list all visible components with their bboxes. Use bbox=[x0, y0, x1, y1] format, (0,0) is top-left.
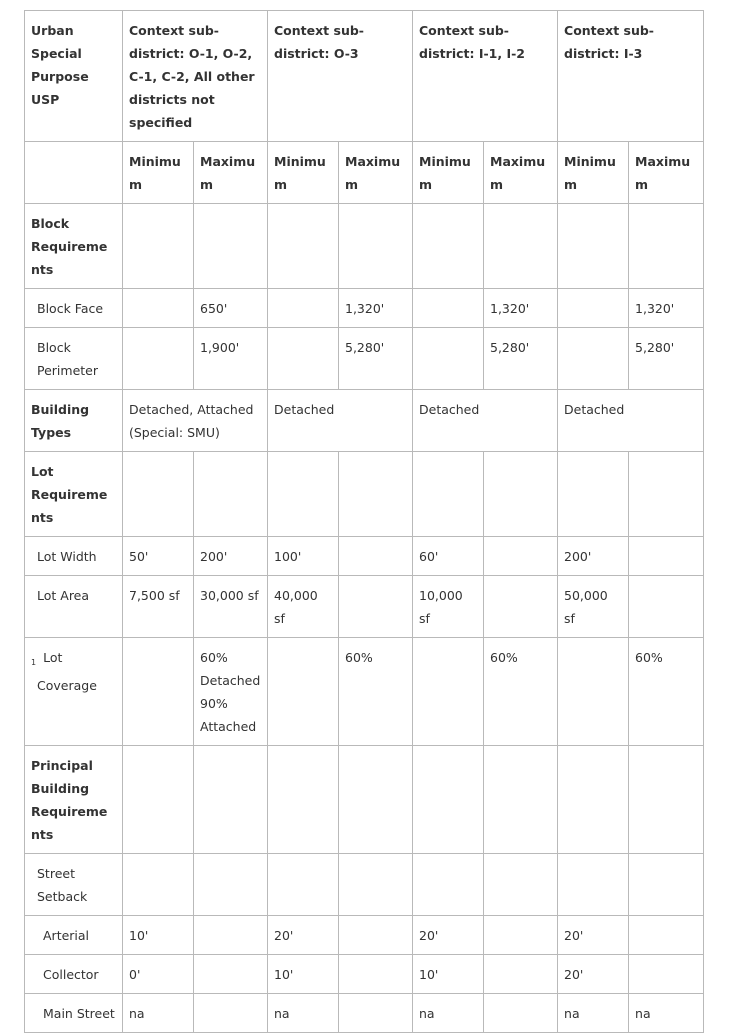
context-header-o3: Context sub-district: O-3 bbox=[268, 11, 413, 142]
context-header-i1-i2: Context sub-district: I-1, I-2 bbox=[413, 11, 558, 142]
table-cell: 50,000 sf bbox=[558, 576, 629, 638]
table-cell bbox=[484, 204, 558, 289]
table-cell bbox=[194, 452, 268, 537]
table-row bbox=[25, 916, 704, 955]
table-cell bbox=[413, 204, 484, 289]
table-row bbox=[25, 537, 704, 576]
table-cell bbox=[123, 854, 194, 916]
context-header-o1-o2-c1-c2: Context sub-district: O-1, O-2, C-1, C-2, All other districts not specified bbox=[123, 11, 268, 142]
table-cell bbox=[194, 854, 268, 916]
table-row bbox=[25, 638, 704, 746]
section-heading: Building Types bbox=[25, 390, 123, 452]
table-cell bbox=[484, 916, 558, 955]
table-cell bbox=[123, 204, 194, 289]
table-cell bbox=[268, 204, 339, 289]
table-cell bbox=[413, 452, 484, 537]
table-cell: 20' bbox=[268, 916, 339, 955]
table-cell: 60% bbox=[339, 638, 413, 746]
table-cell bbox=[339, 955, 413, 994]
table-row bbox=[25, 328, 704, 390]
row-label: Block Perimeter bbox=[25, 328, 123, 390]
row-label: Main Street bbox=[25, 994, 123, 1033]
table-cell bbox=[268, 854, 339, 916]
table-cell bbox=[484, 452, 558, 537]
table-cell bbox=[123, 452, 194, 537]
table-cell bbox=[558, 452, 629, 537]
table-row bbox=[25, 576, 704, 638]
table-cell: Detached bbox=[558, 390, 704, 452]
table-cell: 0' bbox=[123, 955, 194, 994]
table-cell: 1,320' bbox=[339, 289, 413, 328]
table-cell bbox=[484, 746, 558, 854]
table-cell bbox=[484, 955, 558, 994]
table-cell bbox=[123, 638, 194, 746]
table-cell bbox=[194, 955, 268, 994]
table-cell: na bbox=[629, 994, 704, 1033]
table-cell bbox=[339, 916, 413, 955]
table-cell: na bbox=[413, 994, 484, 1033]
table-cell: na bbox=[268, 994, 339, 1033]
maximum-header: Maximum bbox=[194, 142, 268, 204]
row-label: Lot Width bbox=[25, 537, 123, 576]
table-cell: 5,280' bbox=[484, 328, 558, 390]
table-cell: Detached bbox=[268, 390, 413, 452]
table-cell: na bbox=[123, 994, 194, 1033]
table-cell bbox=[268, 452, 339, 537]
table-row bbox=[25, 390, 704, 452]
table-cell: 1,320' bbox=[629, 289, 704, 328]
maximum-header: Maximum bbox=[484, 142, 558, 204]
table-cell bbox=[484, 854, 558, 916]
table-cell bbox=[268, 746, 339, 854]
table-cell bbox=[413, 328, 484, 390]
table-cell bbox=[123, 746, 194, 854]
context-header-i3: Context sub-district: I-3 bbox=[558, 11, 704, 142]
table-cell bbox=[629, 916, 704, 955]
table-cell: 40,000 sf bbox=[268, 576, 339, 638]
table-cell bbox=[629, 955, 704, 994]
table-cell bbox=[194, 994, 268, 1033]
row-label: Arterial bbox=[25, 916, 123, 955]
table-cell bbox=[558, 289, 629, 328]
table-row bbox=[25, 994, 704, 1033]
table-cell bbox=[339, 854, 413, 916]
district-header: Urban Special Purpose USP bbox=[25, 11, 123, 142]
row-label: Lot Area bbox=[25, 576, 123, 638]
table-cell: Detached bbox=[413, 390, 558, 452]
table-cell bbox=[194, 916, 268, 955]
section-heading: Block Requirements bbox=[25, 204, 123, 289]
table-cell: 10' bbox=[413, 955, 484, 994]
table-cell: 20' bbox=[558, 916, 629, 955]
table-cell: 200' bbox=[558, 537, 629, 576]
minimum-header: Minimum bbox=[413, 142, 484, 204]
table-cell bbox=[339, 576, 413, 638]
table-cell bbox=[25, 142, 123, 204]
table-cell: 60' bbox=[413, 537, 484, 576]
table-cell: 60% bbox=[484, 638, 558, 746]
table-cell bbox=[339, 452, 413, 537]
table-cell: 50' bbox=[123, 537, 194, 576]
table-cell bbox=[268, 638, 339, 746]
row-label: Lot Coverage bbox=[37, 650, 97, 693]
minimum-header: Minimum bbox=[123, 142, 194, 204]
table-cell: 10' bbox=[123, 916, 194, 955]
table-cell: 1,900' bbox=[194, 328, 268, 390]
footnote-marker: 1 bbox=[31, 658, 37, 667]
table-row bbox=[25, 955, 704, 994]
minimum-header: Minimum bbox=[268, 142, 339, 204]
table-cell: 20' bbox=[558, 955, 629, 994]
table-cell bbox=[339, 994, 413, 1033]
table-cell: 30,000 sf bbox=[194, 576, 268, 638]
table-cell bbox=[629, 537, 704, 576]
table-row bbox=[25, 289, 704, 328]
table-cell bbox=[629, 576, 704, 638]
table-cell: 60% Detached 90% Attached bbox=[194, 638, 268, 746]
section-heading: Principal Building Requirements bbox=[25, 746, 123, 854]
table-row bbox=[25, 746, 704, 854]
table-cell bbox=[629, 746, 704, 854]
table-cell: 60% bbox=[629, 638, 704, 746]
table-cell bbox=[413, 854, 484, 916]
table-cell: 650' bbox=[194, 289, 268, 328]
usp-requirements-table bbox=[24, 10, 704, 1033]
table-cell bbox=[484, 537, 558, 576]
table-cell bbox=[413, 289, 484, 328]
table-cell: 1,320' bbox=[484, 289, 558, 328]
row-label: Block Face bbox=[25, 289, 123, 328]
table-cell bbox=[339, 204, 413, 289]
table-cell: Detached, Attached (Special: SMU) bbox=[123, 390, 268, 452]
table-cell bbox=[558, 204, 629, 289]
maximum-header: Maximum bbox=[339, 142, 413, 204]
table-cell bbox=[339, 746, 413, 854]
table-cell bbox=[123, 328, 194, 390]
table-cell: 10,000 sf bbox=[413, 576, 484, 638]
header-row bbox=[25, 11, 704, 142]
row-label: Collector bbox=[25, 955, 123, 994]
maximum-header: Maximum bbox=[629, 142, 704, 204]
table-cell bbox=[194, 204, 268, 289]
minmax-row bbox=[25, 142, 704, 204]
table-cell: 20' bbox=[413, 916, 484, 955]
table-cell bbox=[484, 576, 558, 638]
table-row bbox=[25, 854, 704, 916]
section-heading: Lot Requirements bbox=[25, 452, 123, 537]
table-cell bbox=[339, 537, 413, 576]
table-cell bbox=[629, 204, 704, 289]
table-cell: na bbox=[558, 994, 629, 1033]
row-label: Street Setback bbox=[25, 854, 123, 916]
table-cell bbox=[629, 854, 704, 916]
table-cell: 10' bbox=[268, 955, 339, 994]
table-cell bbox=[629, 452, 704, 537]
table-cell bbox=[268, 328, 339, 390]
table-cell bbox=[194, 746, 268, 854]
table-cell bbox=[558, 854, 629, 916]
row-label-lot-coverage bbox=[25, 638, 123, 746]
table-cell bbox=[558, 638, 629, 746]
table-row bbox=[25, 204, 704, 289]
table-cell bbox=[413, 746, 484, 854]
table-cell: 7,500 sf bbox=[123, 576, 194, 638]
table-cell bbox=[558, 328, 629, 390]
minimum-header: Minimum bbox=[558, 142, 629, 204]
table-cell: 5,280' bbox=[629, 328, 704, 390]
table-cell: 200' bbox=[194, 537, 268, 576]
table-cell bbox=[484, 994, 558, 1033]
table-cell bbox=[558, 746, 629, 854]
table-cell: 100' bbox=[268, 537, 339, 576]
table-cell: 5,280' bbox=[339, 328, 413, 390]
table-row bbox=[25, 452, 704, 537]
table-cell bbox=[123, 289, 194, 328]
table-cell bbox=[413, 638, 484, 746]
table-cell bbox=[268, 289, 339, 328]
